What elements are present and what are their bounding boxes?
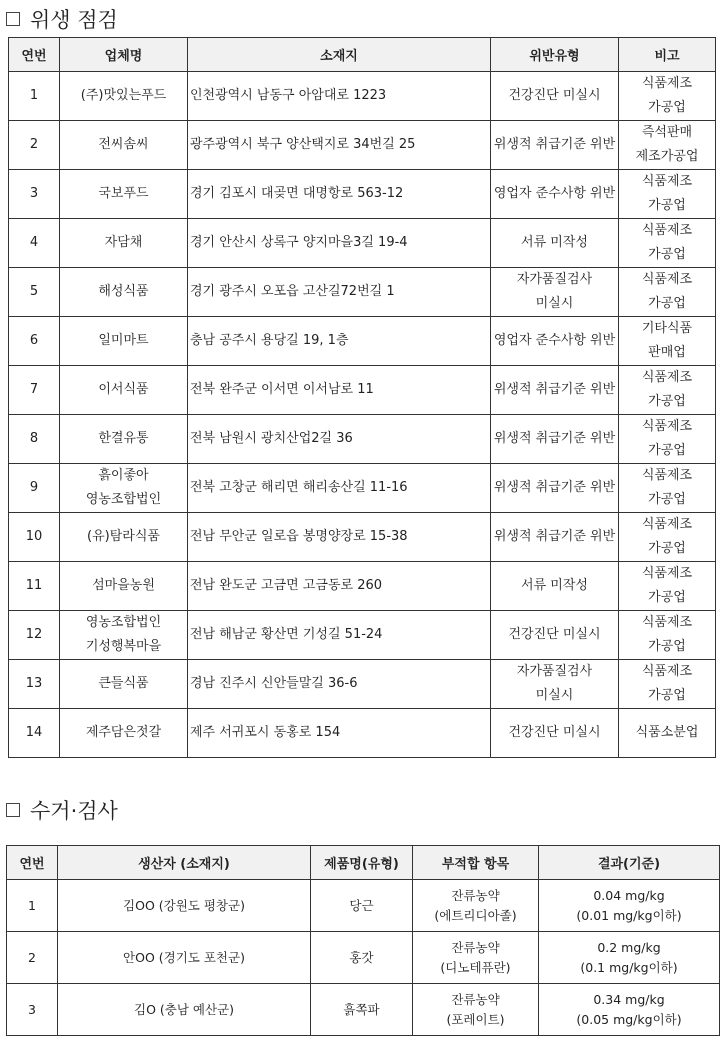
table-row xyxy=(9,464,716,513)
table-row xyxy=(9,513,716,562)
header-cell: 소재지 xyxy=(188,38,491,72)
cell-line: 잔류농약 xyxy=(451,939,500,955)
nonconforming-item-cell xyxy=(413,880,539,932)
header-cell: 생산자 (소재지) xyxy=(58,846,311,880)
table-row xyxy=(9,562,716,611)
producer-cell: 김O (충남 예산군) xyxy=(58,984,311,1036)
producer-cell: 안OO (경기도 포천군) xyxy=(58,932,311,984)
row-number-cell: 14 xyxy=(9,709,60,758)
header-cell: 연번 xyxy=(9,38,60,72)
cell-line: 영농조합법인 xyxy=(85,492,162,507)
business-name-cell xyxy=(60,709,188,758)
cell-line: 흙이좋아 xyxy=(98,468,149,483)
cell-line: 서류 미작성 xyxy=(521,235,588,250)
address-cell: 경기 김포시 대곶면 대명항로 563-12 xyxy=(188,170,491,219)
cell-line: 가공업 xyxy=(648,394,686,409)
violation-type-cell xyxy=(491,121,619,170)
cell-line: 위생적 취급기준 위반 xyxy=(493,431,616,446)
cell-line: 큰들식품 xyxy=(98,676,149,691)
business-name-cell xyxy=(60,317,188,366)
table-row xyxy=(9,121,716,170)
cell-line: 해성식품 xyxy=(98,284,149,299)
address-cell: 인천광역시 남동구 아암대로 1223 xyxy=(188,72,491,121)
cell-line: 잔류농약 xyxy=(451,991,500,1007)
cell-line: 기타식품 xyxy=(641,321,693,336)
business-name-cell xyxy=(60,660,188,709)
cell-line: 이서식품 xyxy=(98,382,149,397)
header-cell: 제품명(유형) xyxy=(311,846,413,880)
table-row xyxy=(9,611,716,660)
row-number-cell: 13 xyxy=(9,660,60,709)
cell-line: (0.01 mg/kg이하) xyxy=(576,907,682,923)
note-cell xyxy=(619,660,716,709)
checkbox-square-icon xyxy=(6,803,20,817)
header-cell: 비고 xyxy=(619,38,716,72)
product-cell: 당근 xyxy=(311,880,413,932)
cell-line: 가공업 xyxy=(648,198,686,213)
cell-line: 0.34 mg/kg xyxy=(593,991,665,1007)
cell-line: 건강진단 미실시 xyxy=(508,725,601,740)
table-row xyxy=(7,880,720,932)
row-number-cell: 8 xyxy=(9,415,60,464)
address-cell: 전북 남원시 광치산업2길 36 xyxy=(188,415,491,464)
note-cell xyxy=(619,513,716,562)
violation-type-cell xyxy=(491,170,619,219)
cell-line: 한결유통 xyxy=(98,431,149,446)
header-cell: 위반유형 xyxy=(491,38,619,72)
row-number-cell: 11 xyxy=(9,562,60,611)
row-number-cell: 2 xyxy=(7,932,58,984)
section-title-hygiene-inspection xyxy=(6,4,118,34)
table-row xyxy=(7,932,720,984)
cell-line: 영업자 준수사항 위반 xyxy=(493,333,616,348)
cell-line: 위생적 취급기준 위반 xyxy=(493,382,616,397)
note-cell xyxy=(619,72,716,121)
header-cell: 업체명 xyxy=(60,38,188,72)
business-name-cell xyxy=(60,268,188,317)
cell-line: 식품제조 xyxy=(641,566,693,581)
row-number-cell: 5 xyxy=(9,268,60,317)
cell-line: 위생적 취급기준 위반 xyxy=(493,137,616,152)
cell-line: 식품제조 xyxy=(641,517,693,532)
cell-line: (포레이트) xyxy=(446,1011,505,1027)
business-name-cell xyxy=(60,366,188,415)
violation-type-cell xyxy=(491,415,619,464)
address-cell: 전북 완주군 이서면 이서남로 11 xyxy=(188,366,491,415)
product-cell: 홍갓 xyxy=(311,932,413,984)
address-cell: 제주 서귀포시 동홍로 154 xyxy=(188,709,491,758)
cell-line: 섬마을농원 xyxy=(92,578,155,593)
table-row xyxy=(9,709,716,758)
address-cell: 경기 안산시 상록구 양지마을3길 19-4 xyxy=(188,219,491,268)
note-cell xyxy=(619,464,716,513)
cell-line: 제조가공업 xyxy=(635,149,699,164)
note-cell xyxy=(619,366,716,415)
cell-line: 즉석판매 xyxy=(641,125,693,140)
header-cell: 연번 xyxy=(7,846,58,880)
business-name-cell xyxy=(60,513,188,562)
table-row xyxy=(9,317,716,366)
cell-line: 가공업 xyxy=(648,688,686,703)
cell-line: 가공업 xyxy=(648,492,686,507)
address-cell: 충남 공주시 용당길 19, 1층 xyxy=(188,317,491,366)
header-cell: 결과(기준) xyxy=(539,846,720,880)
business-name-cell xyxy=(60,464,188,513)
nonconforming-item-cell xyxy=(413,984,539,1036)
hygiene-inspection-table xyxy=(8,37,716,758)
cell-line: 영업자 준수사항 위반 xyxy=(493,186,616,201)
business-name-cell xyxy=(60,170,188,219)
cell-line: 자담채 xyxy=(104,235,143,250)
section-title-collection-test xyxy=(6,795,118,825)
cell-line: (에트리디아졸) xyxy=(434,907,517,923)
cell-line: 미실시 xyxy=(535,688,574,703)
note-cell xyxy=(619,709,716,758)
cell-line: 가공업 xyxy=(648,639,686,654)
cell-line: 일미마트 xyxy=(98,333,149,348)
row-number-cell: 6 xyxy=(9,317,60,366)
row-number-cell: 2 xyxy=(9,121,60,170)
cell-line: 가공업 xyxy=(648,247,686,262)
cell-line: (유)탐라식품 xyxy=(87,529,160,544)
table-row xyxy=(9,366,716,415)
checkbox-square-icon xyxy=(6,12,20,26)
business-name-cell xyxy=(60,219,188,268)
cell-line: 식품제조 xyxy=(641,615,693,630)
cell-line: 0.04 mg/kg xyxy=(593,887,665,903)
violation-type-cell xyxy=(491,660,619,709)
cell-line: 식품제조 xyxy=(641,370,693,385)
violation-type-cell xyxy=(491,219,619,268)
cell-line: 식품제조 xyxy=(641,419,693,434)
cell-line: 잔류농약 xyxy=(451,887,500,903)
row-number-cell: 1 xyxy=(9,72,60,121)
note-cell xyxy=(619,268,716,317)
business-name-cell xyxy=(60,415,188,464)
violation-type-cell xyxy=(491,464,619,513)
row-number-cell: 7 xyxy=(9,366,60,415)
business-name-cell xyxy=(60,72,188,121)
violation-type-cell xyxy=(491,562,619,611)
table-row xyxy=(7,984,720,1036)
collection-test-table xyxy=(6,845,720,1036)
address-cell: 경남 진주시 신안들말길 36-6 xyxy=(188,660,491,709)
nonconforming-item-cell xyxy=(413,932,539,984)
cell-line: 전씨솜씨 xyxy=(98,137,149,152)
row-number-cell: 4 xyxy=(9,219,60,268)
address-cell: 경기 광주시 오포읍 고산길72번길 1 xyxy=(188,268,491,317)
note-cell xyxy=(619,562,716,611)
table-row xyxy=(9,415,716,464)
cell-line: 건강진단 미실시 xyxy=(508,88,601,103)
violation-type-cell xyxy=(491,72,619,121)
cell-line: 국보푸드 xyxy=(98,186,149,201)
business-name-cell xyxy=(60,121,188,170)
cell-line: 제주담은젓갈 xyxy=(85,725,162,740)
row-number-cell: 9 xyxy=(9,464,60,513)
cell-line: 식품제조 xyxy=(641,664,693,679)
product-cell: 흙쪽파 xyxy=(311,984,413,1036)
result-cell xyxy=(539,932,720,984)
table-row xyxy=(9,170,716,219)
address-cell: 전남 해남군 황산면 기성길 51-24 xyxy=(188,611,491,660)
note-cell xyxy=(619,611,716,660)
result-cell xyxy=(539,984,720,1036)
table-row xyxy=(9,219,716,268)
table-row xyxy=(9,660,716,709)
address-cell: 전북 고창군 해리면 해리송산길 11-16 xyxy=(188,464,491,513)
cell-line: 식품제조 xyxy=(641,223,693,238)
cell-line: 가공업 xyxy=(648,541,686,556)
row-number-cell: 12 xyxy=(9,611,60,660)
cell-line: 기성행복마을 xyxy=(85,639,162,654)
cell-line: 식품제조 xyxy=(641,272,693,287)
cell-line: 위생적 취급기준 위반 xyxy=(493,529,616,544)
note-cell xyxy=(619,170,716,219)
row-number-cell: 10 xyxy=(9,513,60,562)
business-name-cell xyxy=(60,611,188,660)
cell-line: (디노테퓨란) xyxy=(440,959,511,975)
cell-line: 자가품질검사 xyxy=(516,272,593,287)
address-cell: 전남 무안군 일로읍 봉명양장로 15-38 xyxy=(188,513,491,562)
note-cell xyxy=(619,121,716,170)
cell-line: (0.1 mg/kg이하) xyxy=(580,959,678,975)
row-number-cell: 3 xyxy=(9,170,60,219)
violation-type-cell xyxy=(491,268,619,317)
cell-line: 자가품질검사 xyxy=(516,664,593,679)
table-row xyxy=(9,268,716,317)
violation-type-cell xyxy=(491,611,619,660)
cell-line: 식품소분업 xyxy=(635,725,699,740)
cell-line: (주)맛있는푸드 xyxy=(80,88,167,103)
cell-line: 0.2 mg/kg xyxy=(597,939,661,955)
cell-line: 가공업 xyxy=(648,296,686,311)
cell-line: 위생적 취급기준 위반 xyxy=(493,480,616,495)
cell-line: (0.05 mg/kg이하) xyxy=(576,1011,682,1027)
cell-line: 식품제조 xyxy=(641,174,693,189)
table-header-row xyxy=(7,846,720,880)
violation-type-cell xyxy=(491,366,619,415)
header-cell: 부적합 항목 xyxy=(413,846,539,880)
cell-line: 가공업 xyxy=(648,443,686,458)
row-number-cell: 1 xyxy=(7,880,58,932)
cell-line: 가공업 xyxy=(648,100,686,115)
cell-line: 영농조합법인 xyxy=(85,615,162,630)
address-cell: 전남 완도군 고금면 고금동로 260 xyxy=(188,562,491,611)
note-cell xyxy=(619,317,716,366)
section-title-text: 위생 점검 xyxy=(30,8,118,32)
cell-line: 서류 미작성 xyxy=(521,578,588,593)
cell-line: 미실시 xyxy=(535,296,574,311)
note-cell xyxy=(619,219,716,268)
row-number-cell: 3 xyxy=(7,984,58,1036)
violation-type-cell xyxy=(491,513,619,562)
section-title-text: 수거·검사 xyxy=(30,799,118,823)
table-row xyxy=(9,72,716,121)
cell-line: 가공업 xyxy=(648,590,686,605)
address-cell: 광주광역시 북구 양산택지로 34번길 25 xyxy=(188,121,491,170)
cell-line: 판매업 xyxy=(648,345,686,360)
cell-line: 건강진단 미실시 xyxy=(508,627,601,642)
violation-type-cell xyxy=(491,709,619,758)
producer-cell: 김OO (강원도 평창군) xyxy=(58,880,311,932)
table-header-row xyxy=(9,38,716,72)
cell-line: 식품제조 xyxy=(641,468,693,483)
business-name-cell xyxy=(60,562,188,611)
violation-type-cell xyxy=(491,317,619,366)
result-cell xyxy=(539,880,720,932)
cell-line: 식품제조 xyxy=(641,76,693,91)
note-cell xyxy=(619,415,716,464)
